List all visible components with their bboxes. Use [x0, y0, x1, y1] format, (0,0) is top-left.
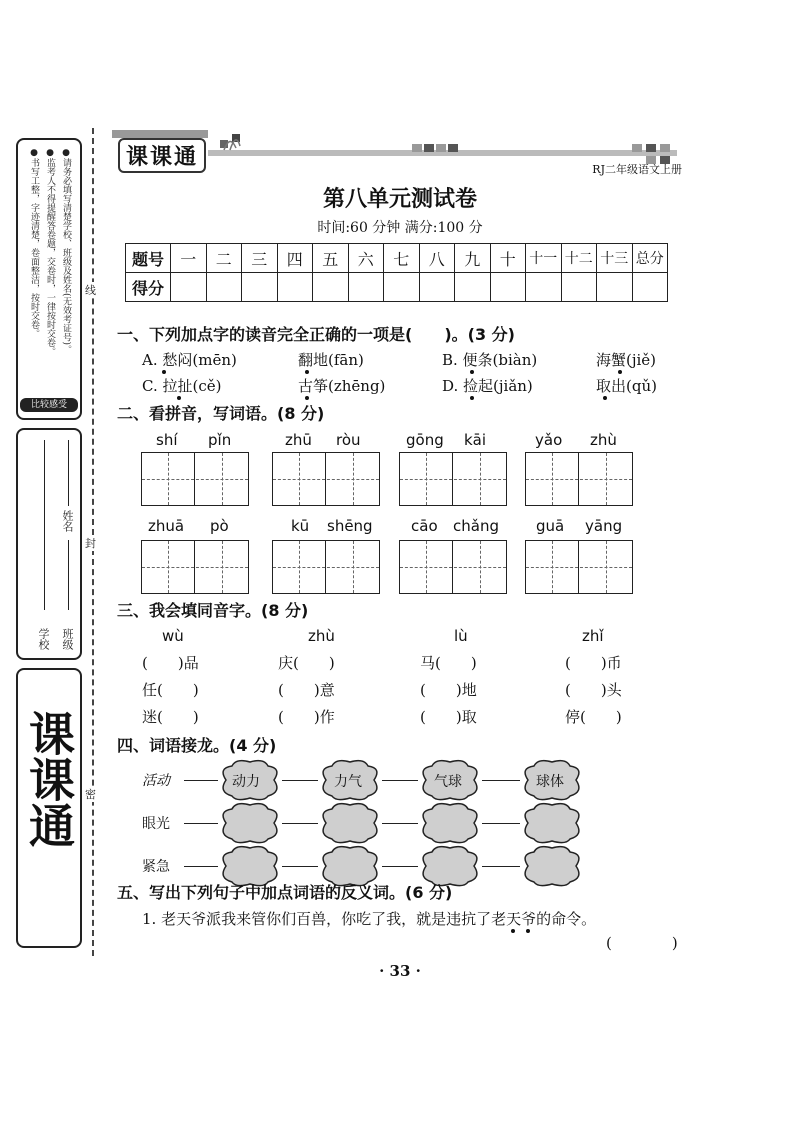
brand-vertical-box — [16, 668, 82, 948]
chain-connector — [382, 780, 418, 781]
page-title: 第八单元测试卷 — [322, 187, 477, 212]
q1-option-b2: 海蟹(jiě) — [596, 351, 657, 369]
col-11: 十一 — [526, 244, 562, 273]
chain-connector — [382, 823, 418, 824]
notice-line-1: ●请务必填写清楚学校、班级及姓名(无效考证号)。 — [61, 148, 71, 355]
emphasis-dot — [618, 370, 622, 374]
chain-connector — [282, 780, 318, 781]
q1-option-b: B. 便条(biàn) — [442, 351, 538, 369]
q3-blank[interactable]: ( )币 — [565, 654, 622, 672]
chain-connector — [482, 866, 520, 867]
q4-heading: 四、词语接龙。(4 分) — [117, 736, 277, 755]
q3-blank[interactable]: 庆( ) — [278, 654, 335, 672]
chain-start: 紧急 — [142, 859, 170, 875]
writing-grid[interactable] — [141, 452, 249, 506]
score-cell[interactable] — [171, 273, 207, 302]
col-9: 九 — [455, 244, 491, 273]
score-cell[interactable] — [242, 273, 278, 302]
score-cell[interactable] — [455, 273, 491, 302]
flower-shape[interactable] — [418, 801, 482, 845]
q2-pinyin: cāo — [411, 517, 438, 535]
q3-pinyin: lù — [454, 627, 468, 645]
class-field[interactable] — [68, 540, 69, 610]
class-label: 班级 — [61, 628, 74, 650]
emphasis-dot — [305, 370, 309, 374]
school-label: 学校 — [37, 628, 50, 650]
chain-connector — [282, 866, 318, 867]
flower-shape[interactable] — [520, 801, 584, 845]
score-table — [125, 243, 668, 302]
q3-blank[interactable]: ( )意 — [278, 681, 335, 699]
q2-pinyin: pò — [210, 517, 229, 535]
q5-sentence-1: 1. 老天爷派我来管你们百兽，你吃了我，就是违抗了老天爷的命令。 — [142, 910, 597, 928]
q2-heading: 二、看拼音，写词语。(8 分) — [117, 404, 325, 423]
q1-option-a2: 翻地(fān) — [298, 351, 364, 369]
q1-option-c2: 古筝(zhēng) — [298, 377, 386, 395]
notice-line-3: ●书写工整，字迹清楚，卷面整洁，按时交卷。 — [29, 148, 39, 338]
row-label-question: 题号 — [126, 244, 171, 273]
class-row — [62, 440, 76, 650]
school-field[interactable] — [44, 440, 45, 610]
chain-connector — [482, 780, 520, 781]
writing-grid[interactable] — [525, 540, 633, 594]
writing-grid[interactable] — [141, 540, 249, 594]
q2-pinyin: guā — [536, 517, 565, 535]
score-cell[interactable] — [384, 273, 420, 302]
q3-pinyin: zhǐ — [582, 627, 604, 645]
flower-shape[interactable] — [218, 801, 282, 845]
cut-mark-3: 密 — [85, 788, 96, 801]
q2-pinyin: gōng — [406, 431, 444, 449]
emphasis-dot — [603, 396, 607, 400]
writing-grid[interactable] — [272, 452, 380, 506]
col-4: 四 — [277, 244, 313, 273]
q3-blank[interactable]: 马( ) — [420, 654, 477, 672]
q1-option-a: A. 愁闷(mēn) — [142, 351, 237, 369]
cut-mark-1: 线 — [85, 284, 96, 297]
score-cell[interactable] — [632, 273, 668, 302]
chain-connector — [482, 823, 520, 824]
notice-line-2: ●监考人不得提醒答卷题，交卷时，一律按时交卷。 — [45, 148, 55, 356]
q2-pinyin: pǐn — [208, 431, 232, 449]
col-1: 一 — [171, 244, 207, 273]
score-table-header-row — [126, 244, 668, 273]
brand-vertical-text: 课课通 — [22, 710, 76, 848]
q2-pinyin: zhù — [590, 431, 617, 449]
name-field[interactable] — [68, 440, 69, 506]
score-cell[interactable] — [348, 273, 384, 302]
q3-heading: 三、我会填同音字。(8 分) — [117, 601, 309, 620]
q1-option-d: D. 捡起(jiǎn) — [442, 377, 533, 395]
name-label: 姓名 — [61, 510, 74, 532]
col-3: 三 — [242, 244, 278, 273]
emphasis-dot — [511, 929, 515, 933]
emphasis-dot — [470, 396, 474, 400]
q3-blank[interactable]: ( )头 — [565, 681, 622, 699]
q3-pinyin: zhù — [308, 627, 335, 645]
score-cell[interactable] — [277, 273, 313, 302]
score-cell[interactable] — [313, 273, 349, 302]
q2-pinyin: yǎo — [535, 431, 563, 449]
student-info-box — [16, 428, 82, 660]
score-table-score-row — [126, 273, 668, 302]
emphasis-dot — [177, 396, 181, 400]
q2-pinyin: shí — [156, 431, 178, 449]
exam-info: 时间:60 分钟 满分:100 分 — [317, 220, 483, 236]
page-number: · 33 · — [379, 962, 421, 980]
chain-start: 眼光 — [142, 816, 170, 832]
q3-blank[interactable]: ( )取 — [420, 708, 477, 726]
col-7: 七 — [384, 244, 420, 273]
chain-word: 力气 — [334, 774, 362, 790]
col-10: 十 — [490, 244, 526, 273]
emphasis-dot — [470, 370, 474, 374]
col-total: 总分 — [632, 244, 668, 273]
col-8: 八 — [419, 244, 455, 273]
col-2: 二 — [206, 244, 242, 273]
chain-word: 气球 — [434, 774, 462, 790]
notice-badge: 比较感受 — [20, 398, 78, 412]
flower-shape[interactable] — [318, 801, 382, 845]
chain-connector — [184, 823, 218, 824]
q3-blank[interactable]: ( )作 — [278, 708, 335, 726]
q3-blank[interactable]: ( )地 — [420, 681, 477, 699]
score-cell[interactable] — [419, 273, 455, 302]
emphasis-dot — [305, 396, 309, 400]
row-label-score: 得分 — [126, 273, 171, 302]
writing-grid[interactable] — [399, 452, 507, 506]
flower-shape[interactable] — [520, 844, 584, 888]
col-13: 十三 — [597, 244, 633, 273]
q1-heading: 一、下列加点字的读音完全正确的一项是( )。(3 分) — [117, 325, 515, 344]
q1-option-c: C. 拉扯(cě) — [142, 377, 222, 395]
q5-answer-blank[interactable]: ( ) — [606, 934, 678, 952]
q2-pinyin: chǎng — [453, 517, 499, 535]
score-cell[interactable] — [526, 273, 562, 302]
col-6: 六 — [348, 244, 384, 273]
q2-pinyin: zhuā — [148, 517, 185, 535]
q1-option-d2: 取出(qǔ) — [596, 377, 657, 395]
chain-word: 球体 — [536, 774, 564, 790]
chain-connector — [282, 823, 318, 824]
writing-grid[interactable] — [525, 452, 633, 506]
chain-word: 动力 — [232, 774, 260, 790]
writing-grid[interactable] — [399, 540, 507, 594]
brand-logo: 课课通 — [118, 138, 206, 173]
score-cell[interactable] — [597, 273, 633, 302]
score-cell[interactable] — [206, 273, 242, 302]
chain-connector — [382, 866, 418, 867]
q2-pinyin: zhū — [285, 431, 312, 449]
score-cell[interactable] — [561, 273, 597, 302]
q2-pinyin: ròu — [336, 431, 361, 449]
q3-blank[interactable]: 停( ) — [565, 708, 622, 726]
q3-blank[interactable]: ( )品 — [142, 654, 199, 672]
emphasis-dot — [162, 370, 166, 374]
q2-pinyin: yāng — [585, 517, 623, 535]
q3-blank[interactable]: 任( ) — [142, 681, 199, 699]
chain-connector — [184, 866, 218, 867]
col-12: 十二 — [561, 244, 597, 273]
q5-heading: 五、写出下列句子中加点词语的反义词。(6 分) — [117, 883, 453, 902]
q2-pinyin: shēng — [327, 517, 373, 535]
chain-start: 活动 — [142, 773, 170, 789]
score-cell[interactable] — [490, 273, 526, 302]
chain-connector — [184, 780, 218, 781]
notice-box — [16, 138, 82, 420]
q2-pinyin: kū — [291, 517, 310, 535]
school-row — [38, 440, 52, 650]
q2-pinyin: kāi — [464, 431, 487, 449]
emphasis-dot — [526, 929, 530, 933]
q3-pinyin: wù — [162, 627, 184, 645]
cut-mark-2: 封 — [85, 537, 96, 550]
col-5: 五 — [313, 244, 349, 273]
grade-label: RJ二年级语文上册 — [592, 163, 682, 176]
writing-grid[interactable] — [272, 540, 380, 594]
q3-blank[interactable]: 迷( ) — [142, 708, 199, 726]
